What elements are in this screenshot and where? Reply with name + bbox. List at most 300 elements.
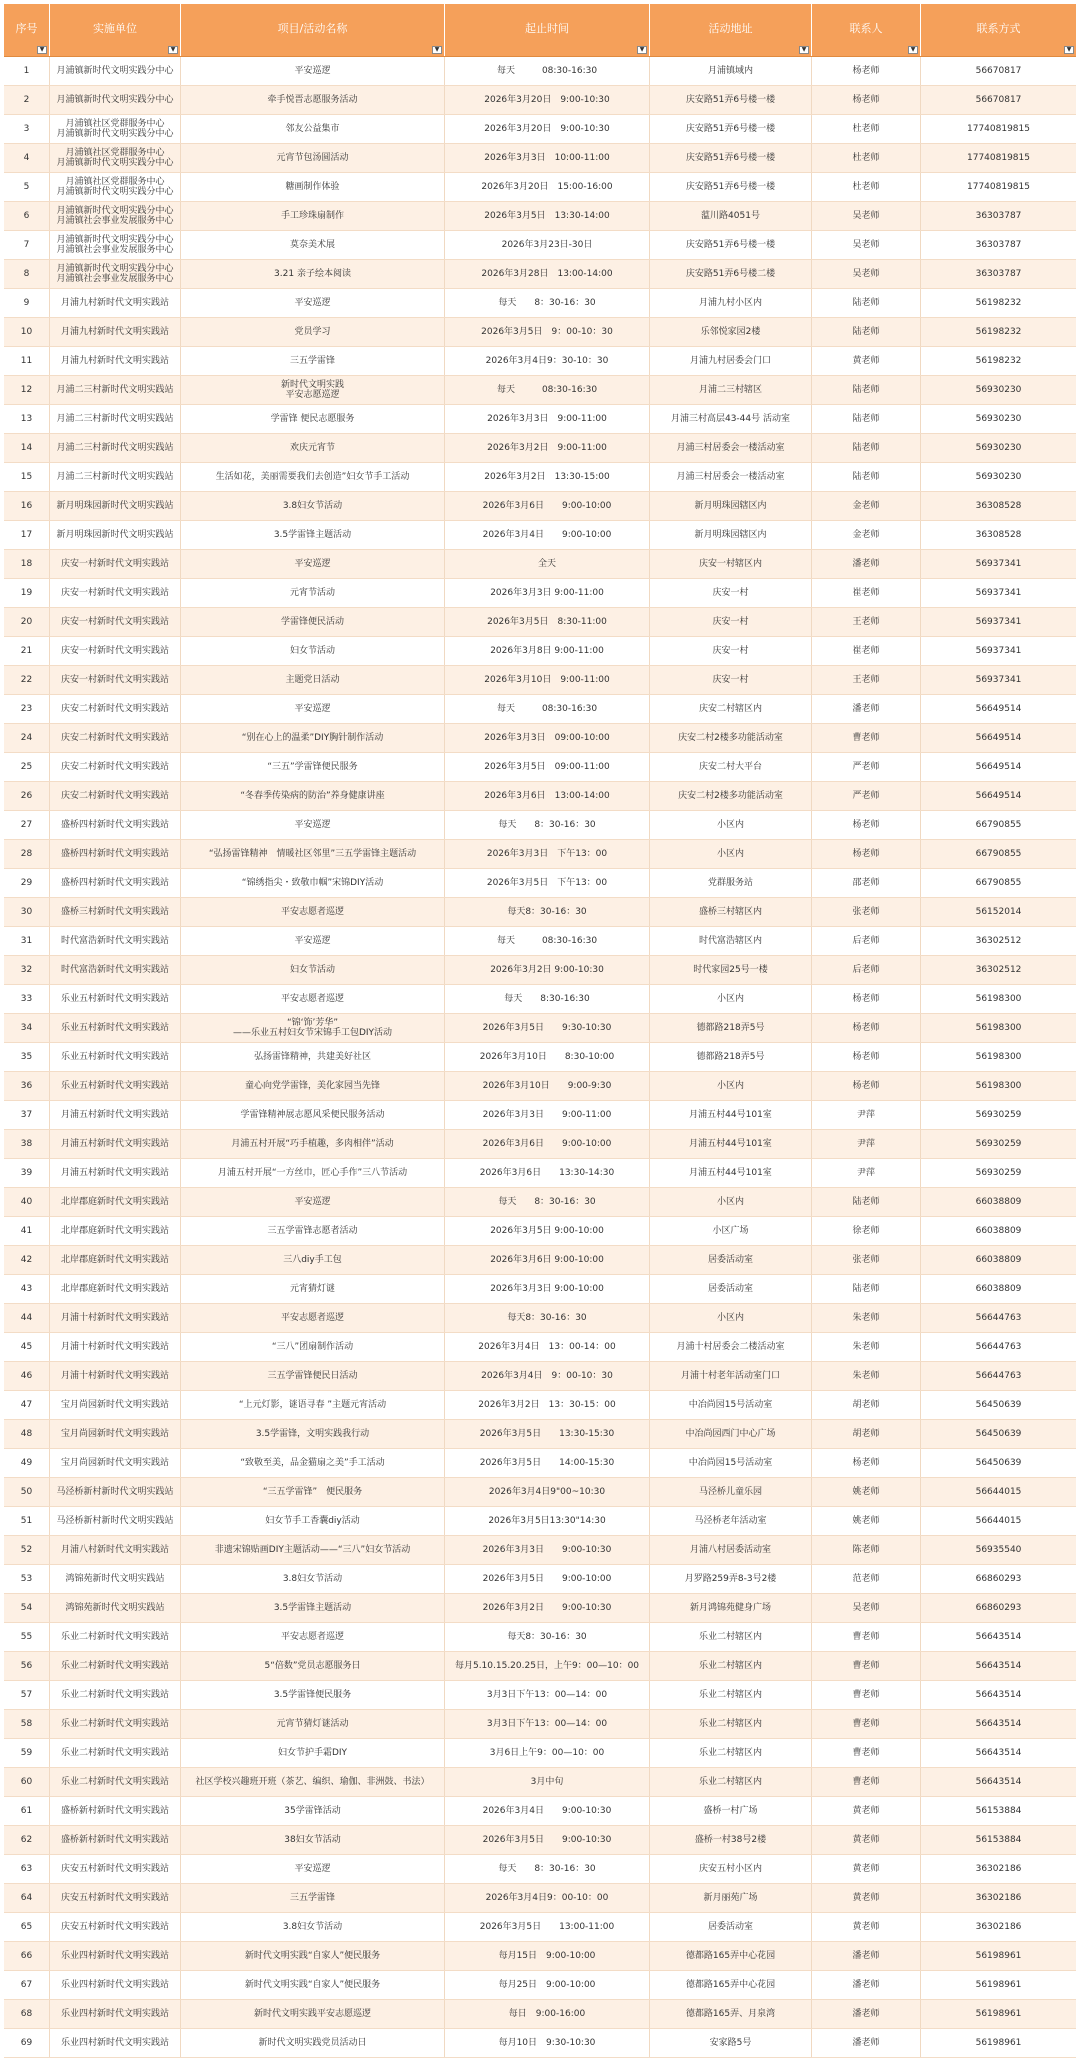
cell-phone[interactable]: 66790855 [975,877,1022,888]
cell-contact[interactable]: 吴老师 [812,202,921,230]
cell-phone[interactable]: 56198300 [975,993,1022,1004]
cell-seq[interactable]: 35 [4,1043,50,1071]
cell-activity[interactable]: 童心向党学雷锋，美化家园当先锋 [181,1072,445,1100]
cell-activity[interactable]: 38妇女节活动 [181,1826,445,1854]
cell-activity[interactable]: 35学雷锋活动 [181,1797,445,1825]
cell-activity[interactable]: “冬春季传染病的防治”养身健康讲座 [181,782,445,810]
cell-contact[interactable]: 曹老师 [812,1710,921,1738]
cell-contact[interactable]: 尹萍 [812,1130,921,1158]
cell-seq[interactable]: 22 [4,666,50,694]
cell-address[interactable]: 庆安二村辖区内 [650,695,812,723]
cell-unit[interactable]: 月浦五村新时代文明实践站 [50,1159,181,1187]
cell-phone[interactable]: 56935540 [975,1544,1022,1555]
cell-seq[interactable]: 48 [4,1420,50,1448]
cell-address[interactable]: 德都路218弄5号 [650,1043,812,1071]
cell-phone[interactable]: 36303787 [975,239,1022,250]
cell-address[interactable]: 德都路165弄、月泉湾 [650,2000,812,2028]
cell-contact[interactable]: 尹萍 [812,1159,921,1187]
cell-seq[interactable]: 21 [4,637,50,665]
cell-contact[interactable]: 王老师 [812,608,921,636]
cell-address[interactable]: 庆安路51弄6号楼一楼 [650,115,812,143]
cell-address[interactable]: 庆安路51弄6号楼一楼 [650,144,812,172]
cell-activity[interactable]: “三五学雷锋” 便民服务 [181,1478,445,1506]
cell-activity[interactable]: “上元灯影，谜语寻春 ”主题元宵活动 [181,1391,445,1419]
cell-seq[interactable]: 5 [4,173,50,201]
cell-unit[interactable]: 月浦镇新时代文明实践分中心 月浦镇社会事业发展服务中心 [50,202,181,230]
cell-phone[interactable]: 17740819815 [967,123,1030,134]
cell-contact[interactable]: 陆老师 [812,376,921,404]
cell-time[interactable]: 2026年3月5日 09:00-11:00 [445,753,650,781]
cell-activity[interactable]: 新时代文明实践党员活动日 [181,2029,445,2057]
cell-address[interactable]: 马泾桥老年活动室 [650,1507,812,1535]
cell-contact[interactable]: 黄老师 [812,347,921,375]
cell-seq[interactable]: 2 [4,86,50,114]
cell-address[interactable]: 新月丽苑广场 [650,1884,812,1912]
cell-contact[interactable]: 王老师 [812,666,921,694]
cell-phone[interactable]: 56644015 [975,1486,1022,1497]
cell-contact[interactable]: 潘老师 [812,1942,921,1970]
cell-time[interactable]: 2026年3月3日 9:00-11:00 [445,579,650,607]
cell-address[interactable]: 庆安路51弄6号楼一楼 [650,231,812,259]
cell-phone[interactable]: 56644763 [975,1370,1022,1381]
cell-contact[interactable]: 潘老师 [812,695,921,723]
cell-phone[interactable]: 56649514 [975,761,1022,772]
cell-activity[interactable]: 平安志愿者巡逻 [181,1623,445,1651]
cell-activity[interactable]: 3.5学雷锋主题活动 [181,1594,445,1622]
cell-unit[interactable]: 宝月尚园新时代文明实践站 [50,1391,181,1419]
cell-address[interactable]: 庆安路51弄6号楼二楼 [650,260,812,288]
cell-time[interactable]: 2026年3月28日 13:00-14:00 [445,260,650,288]
cell-time[interactable]: 2026年3月6日 9:00-10:00 [445,1246,650,1274]
filter-dropdown-icon[interactable]: ▼ [799,46,809,54]
cell-address[interactable]: 乐业二村辖区内 [650,1739,812,1767]
cell-contact[interactable]: 杨老师 [812,57,921,85]
cell-activity[interactable]: 月浦五村开展“巧手植趣，多肉相伴”活动 [181,1130,445,1158]
cell-seq[interactable]: 32 [4,956,50,984]
filter-dropdown-icon[interactable]: ▼ [637,46,647,54]
filter-dropdown-icon[interactable]: ▼ [432,46,442,54]
cell-phone[interactable]: 56450639 [975,1399,1022,1410]
cell-address[interactable]: 月浦十村老年活动室门口 [650,1362,812,1390]
cell-contact[interactable]: 杨老师 [812,985,921,1013]
cell-seq[interactable]: 61 [4,1797,50,1825]
cell-seq[interactable]: 11 [4,347,50,375]
cell-time[interactable]: 2026年3月10日 9:00-9:30 [445,1072,650,1100]
cell-seq[interactable]: 24 [4,724,50,752]
header-cell-unit[interactable] [50,4,181,56]
cell-seq[interactable]: 37 [4,1101,50,1129]
cell-unit[interactable]: 月浦九村新时代文明实践站 [50,289,181,317]
cell-address[interactable]: 时代富浩辖区内 [650,927,812,955]
cell-phone[interactable]: 56450639 [975,1457,1022,1468]
cell-unit[interactable]: 新月明珠园新时代文明实践站 [50,521,181,549]
cell-phone[interactable]: 56198300 [975,1022,1022,1033]
cell-address[interactable]: 小区内 [650,840,812,868]
cell-seq[interactable]: 58 [4,1710,50,1738]
cell-time[interactable]: 2026年3月20日 9:00-10:30 [445,86,650,114]
cell-contact[interactable]: 杨老师 [812,1072,921,1100]
cell-contact[interactable]: 崔老师 [812,637,921,665]
cell-phone[interactable]: 56152014 [975,906,1022,917]
cell-contact[interactable]: 吴老师 [812,1594,921,1622]
cell-unit[interactable]: 鸿锦苑新时代文明实践站 [50,1594,181,1622]
cell-address[interactable]: 庆安一村 [650,579,812,607]
cell-phone[interactable]: 56930230 [975,442,1022,453]
cell-contact[interactable]: 张老师 [812,1246,921,1274]
cell-phone[interactable]: 56198232 [975,355,1022,366]
cell-contact[interactable]: 朱老师 [812,1304,921,1332]
cell-seq[interactable]: 6 [4,202,50,230]
cell-contact[interactable]: 崔老师 [812,579,921,607]
cell-phone[interactable]: 66038809 [975,1254,1022,1265]
cell-activity[interactable]: 元宵节猜灯谜活动 [181,1710,445,1738]
cell-seq[interactable]: 26 [4,782,50,810]
cell-contact[interactable]: 徐老师 [812,1217,921,1245]
cell-contact[interactable]: 金老师 [812,492,921,520]
cell-address[interactable]: 庆安路51弄6号楼一楼 [650,86,812,114]
cell-activity[interactable]: 莫奈美术展 [181,231,445,259]
cell-time[interactable]: 2026年3月8日 9:00-11:00 [445,637,650,665]
cell-address[interactable]: 月浦三村居委会一楼活动室 [650,463,812,491]
cell-phone[interactable]: 56643514 [975,1660,1022,1671]
cell-activity[interactable]: “三五”学雷锋便民服务 [181,753,445,781]
cell-time[interactable]: 2026年3月4日 13：00-14：00 [445,1333,650,1361]
cell-unit[interactable]: 月浦二三村新时代文明实践站 [50,376,181,404]
cell-seq[interactable]: 55 [4,1623,50,1651]
cell-time[interactable]: 2026年3月6日 9:00-10:00 [445,1130,650,1158]
cell-unit[interactable]: 宝月尚园新时代文明实践站 [50,1420,181,1448]
cell-address[interactable]: 月浦三村高层43-44号 活动室 [650,405,812,433]
cell-contact[interactable]: 朱老师 [812,1333,921,1361]
cell-time[interactable]: 2026年3月4日9：00-10：00 [445,1884,650,1912]
cell-seq[interactable]: 31 [4,927,50,955]
cell-contact[interactable]: 陆老师 [812,463,921,491]
cell-time[interactable]: 2026年3月2日 9:00-10:30 [445,1594,650,1622]
cell-contact[interactable]: 潘老师 [812,550,921,578]
cell-contact[interactable]: 黄老师 [812,1855,921,1883]
cell-activity[interactable]: 党员学习 [181,318,445,346]
cell-unit[interactable]: 月浦九村新时代文明实践站 [50,318,181,346]
cell-address[interactable]: 中冶尚园15号活动室 [650,1391,812,1419]
cell-address[interactable]: 盛桥一村广场 [650,1797,812,1825]
cell-phone[interactable]: 66860293 [975,1602,1022,1613]
cell-time[interactable]: 每天 08:30-16:30 [445,927,650,955]
cell-activity[interactable]: 平安巡逻 [181,695,445,723]
cell-phone[interactable]: 56198961 [975,1979,1022,1990]
cell-address[interactable]: 德都路165弄中心花园 [650,1971,812,1999]
cell-time[interactable]: 2026年3月4日 9:00-10:00 [445,521,650,549]
cell-unit[interactable]: 乐业五村新时代文明实践站 [50,1014,181,1042]
cell-unit[interactable]: 时代富浩新时代文明实践站 [50,956,181,984]
cell-time[interactable]: 2026年3月6日 9:00-10:00 [445,492,650,520]
cell-unit[interactable]: 马泾桥新村新时代文明实践站 [50,1507,181,1535]
cell-unit[interactable]: 乐业二村新时代文明实践站 [50,1768,181,1796]
cell-unit[interactable]: 月浦镇新时代文明实践分中心 月浦镇社会事业发展服务中心 [50,260,181,288]
cell-unit[interactable]: 鸿锦苑新时代文明实践站 [50,1565,181,1593]
cell-phone[interactable]: 66038809 [975,1196,1022,1207]
cell-activity[interactable]: “别在心上的温柔”DIY胸针制作活动 [181,724,445,752]
cell-contact[interactable]: 朱老师 [812,1362,921,1390]
cell-address[interactable]: 党群服务站 [650,869,812,897]
cell-contact[interactable]: 陈老师 [812,1536,921,1564]
cell-address[interactable]: 蕰川路4051号 [650,202,812,230]
cell-phone[interactable]: 36302186 [975,1921,1022,1932]
cell-phone[interactable]: 66860293 [975,1573,1022,1584]
cell-phone[interactable]: 17740819815 [967,152,1030,163]
cell-time[interactable]: 2026年3月3日 9:00-10:00 [445,1275,650,1303]
cell-time[interactable]: 2026年3月3日 9:00-11:00 [445,405,650,433]
cell-phone[interactable]: 56644763 [975,1341,1022,1352]
cell-seq[interactable]: 7 [4,231,50,259]
cell-activity[interactable]: 邻友公益集市 [181,115,445,143]
cell-time[interactable]: 3月中旬 [445,1768,650,1796]
cell-phone[interactable]: 56643514 [975,1718,1022,1729]
cell-time[interactable]: 2026年3月2日 9:00-10:30 [445,956,650,984]
cell-time[interactable]: 每天 8：30-16：30 [445,289,650,317]
cell-contact[interactable]: 黄老师 [812,1884,921,1912]
cell-contact[interactable]: 金老师 [812,521,921,549]
cell-address[interactable]: 庆安五村小区内 [650,1855,812,1883]
cell-address[interactable]: 庆安二村2楼多功能活动室 [650,782,812,810]
cell-address[interactable]: 月浦九村小区内 [650,289,812,317]
cell-time[interactable]: 每天8：30-16：30 [445,1623,650,1651]
cell-seq[interactable]: 45 [4,1333,50,1361]
cell-time[interactable]: 每天 08:30-16:30 [445,376,650,404]
cell-unit[interactable]: 月浦镇社区党群服务中心 月浦镇新时代文明实践分中心 [50,173,181,201]
cell-activity[interactable]: 学雷锋 便民志愿服务 [181,405,445,433]
cell-seq[interactable]: 64 [4,1884,50,1912]
cell-address[interactable]: 月罗路259弄8-3号2楼 [650,1565,812,1593]
cell-address[interactable]: 月浦三村居委会一楼活动室 [650,434,812,462]
cell-activity[interactable]: 主题党日活动 [181,666,445,694]
cell-seq[interactable]: 30 [4,898,50,926]
cell-seq[interactable]: 19 [4,579,50,607]
cell-contact[interactable]: 张老师 [812,898,921,926]
cell-time[interactable]: 2026年3月4日 9:00-10:30 [445,1797,650,1825]
cell-unit[interactable]: 乐业四村新时代文明实践站 [50,2000,181,2028]
cell-address[interactable]: 月浦五村44号101室 [650,1101,812,1129]
cell-time[interactable]: 2026年3月5日 9:30-10:30 [445,1014,650,1042]
cell-time[interactable]: 2026年3月23日-30日 [445,231,650,259]
cell-seq[interactable]: 57 [4,1681,50,1709]
cell-address[interactable]: 乐业二村辖区内 [650,1768,812,1796]
cell-time[interactable]: 全天 [445,550,650,578]
cell-phone[interactable]: 56643514 [975,1631,1022,1642]
cell-address[interactable]: 月浦镇域内 [650,57,812,85]
cell-unit[interactable]: 庆安一村新时代文明实践站 [50,579,181,607]
cell-address[interactable]: 庆安一村 [650,637,812,665]
cell-activity[interactable]: 妇女节手工香囊diy活动 [181,1507,445,1535]
cell-phone[interactable]: 56930230 [975,384,1022,395]
cell-unit[interactable]: 盛桥新村新时代文明实践站 [50,1826,181,1854]
cell-time[interactable]: 2026年3月6日 13:30-14:30 [445,1159,650,1187]
cell-activity[interactable]: 平安志愿者巡逻 [181,898,445,926]
cell-phone[interactable]: 66038809 [975,1225,1022,1236]
cell-time[interactable]: 2026年3月20日 9:00-10:30 [445,115,650,143]
cell-contact[interactable]: 陆老师 [812,318,921,346]
cell-seq[interactable]: 43 [4,1275,50,1303]
cell-phone[interactable]: 56649514 [975,703,1022,714]
cell-unit[interactable]: 北岸郡庭新时代文明实践站 [50,1246,181,1274]
cell-phone[interactable]: 36302512 [975,964,1022,975]
header-cell-phone[interactable] [921,4,1076,56]
cell-contact[interactable]: 姚老师 [812,1507,921,1535]
cell-time[interactable]: 2026年3月5日 13:30-14:00 [445,202,650,230]
cell-time[interactable]: 每月10日 9:30-10:30 [445,2029,650,2057]
cell-unit[interactable]: 月浦二三村新时代文明实践站 [50,463,181,491]
cell-address[interactable]: 中冶尚园15号活动室 [650,1449,812,1477]
cell-unit[interactable]: 庆安五村新时代文明实践站 [50,1913,181,1941]
cell-address[interactable]: 新月明珠园辖区内 [650,492,812,520]
cell-activity[interactable]: 新时代文明实践“自家人”便民服务 [181,1942,445,1970]
cell-unit[interactable]: 庆安一村新时代文明实践站 [50,550,181,578]
cell-unit[interactable]: 月浦十村新时代文明实践站 [50,1362,181,1390]
cell-seq[interactable]: 49 [4,1449,50,1477]
cell-unit[interactable]: 乐业二村新时代文明实践站 [50,1710,181,1738]
cell-address[interactable]: 小区广场 [650,1217,812,1245]
cell-address[interactable]: 新月鸿锦苑健身广场 [650,1594,812,1622]
cell-phone[interactable]: 36302512 [975,935,1022,946]
cell-seq[interactable]: 60 [4,1768,50,1796]
filter-dropdown-icon[interactable]: ▼ [168,46,178,54]
cell-phone[interactable]: 56198961 [975,2008,1022,2019]
cell-unit[interactable]: 庆安二村新时代文明实践站 [50,753,181,781]
cell-phone[interactable]: 56937341 [975,674,1022,685]
cell-seq[interactable]: 68 [4,2000,50,2028]
cell-unit[interactable]: 月浦镇新时代文明实践分中心 月浦镇社会事业发展服务中心 [50,231,181,259]
cell-unit[interactable]: 乐业二村新时代文明实践站 [50,1623,181,1651]
cell-unit[interactable]: 时代富浩新时代文明实践站 [50,927,181,955]
cell-unit[interactable]: 庆安一村新时代文明实践站 [50,666,181,694]
cell-seq[interactable]: 25 [4,753,50,781]
cell-unit[interactable]: 月浦镇社区党群服务中心 月浦镇新时代文明实践分中心 [50,144,181,172]
cell-seq[interactable]: 41 [4,1217,50,1245]
cell-unit[interactable]: 月浦八村新时代文明实践站 [50,1536,181,1564]
cell-phone[interactable]: 56930259 [975,1138,1022,1149]
cell-activity[interactable]: 元宵节活动 [181,579,445,607]
cell-seq[interactable]: 44 [4,1304,50,1332]
header-cell-time[interactable] [445,4,650,56]
cell-phone[interactable]: 66038809 [975,1283,1022,1294]
cell-time[interactable]: 2026年3月20日 15:00-16:00 [445,173,650,201]
cell-activity[interactable]: 非遗宋锦贴画DIY主题活动——“三八”妇女节活动 [181,1536,445,1564]
cell-time[interactable]: 2026年3月5日 14:00-15:30 [445,1449,650,1477]
cell-activity[interactable]: 元宵节包汤圆活动 [181,144,445,172]
cell-phone[interactable]: 56450639 [975,1428,1022,1439]
cell-address[interactable]: 乐业二村辖区内 [650,1710,812,1738]
cell-unit[interactable]: 乐业二村新时代文明实践站 [50,1681,181,1709]
cell-contact[interactable]: 陆老师 [812,1188,921,1216]
cell-phone[interactable]: 56930230 [975,471,1022,482]
cell-contact[interactable]: 严老师 [812,782,921,810]
cell-activity[interactable]: 3.5学雷锋便民服务 [181,1681,445,1709]
cell-phone[interactable]: 56198961 [975,2037,1022,2048]
cell-phone[interactable]: 56643514 [975,1747,1022,1758]
cell-contact[interactable]: 曹老师 [812,1739,921,1767]
cell-address[interactable]: 小区内 [650,1072,812,1100]
cell-activity[interactable]: 糖画制作体验 [181,173,445,201]
cell-address[interactable]: 庆安路51弄6号楼一楼 [650,173,812,201]
filter-dropdown-icon[interactable]: ▼ [37,46,47,54]
cell-activity[interactable]: 妇女节护手霜DIY [181,1739,445,1767]
cell-seq[interactable]: 1 [4,57,50,85]
cell-time[interactable]: 2026年3月3日 09:00-10:00 [445,724,650,752]
cell-seq[interactable]: 4 [4,144,50,172]
cell-seq[interactable]: 23 [4,695,50,723]
cell-seq[interactable]: 12 [4,376,50,404]
cell-address[interactable]: 乐业二村辖区内 [650,1652,812,1680]
cell-time[interactable]: 2026年3月3日 9:00-10:30 [445,1536,650,1564]
cell-seq[interactable]: 28 [4,840,50,868]
cell-contact[interactable]: 陆老师 [812,434,921,462]
cell-time[interactable]: 2026年3月3日 10:00-11:00 [445,144,650,172]
cell-seq[interactable]: 39 [4,1159,50,1187]
cell-activity[interactable]: 3.8妇女节活动 [181,1913,445,1941]
cell-contact[interactable]: 曹老师 [812,1681,921,1709]
cell-seq[interactable]: 14 [4,434,50,462]
cell-unit[interactable]: 乐业二村新时代文明实践站 [50,1652,181,1680]
cell-contact[interactable]: 杨老师 [812,1449,921,1477]
cell-activity[interactable]: 妇女节活动 [181,956,445,984]
cell-time[interactable]: 2026年3月5日 下午13：00 [445,869,650,897]
cell-seq[interactable]: 34 [4,1014,50,1042]
filter-dropdown-icon[interactable]: ▼ [908,46,918,54]
cell-time[interactable]: 2026年3月10日 8:30-10:00 [445,1043,650,1071]
cell-unit[interactable]: 盛桥四村新时代文明实践站 [50,811,181,839]
cell-seq[interactable]: 29 [4,869,50,897]
cell-time[interactable]: 2026年3月5日 9：00-10：30 [445,318,650,346]
cell-unit[interactable]: 庆安五村新时代文明实践站 [50,1855,181,1883]
cell-time[interactable]: 2026年3月4日9：30-10：30 [445,347,650,375]
cell-time[interactable]: 2026年3月3日 9:00-11:00 [445,1101,650,1129]
cell-unit[interactable]: 月浦五村新时代文明实践站 [50,1130,181,1158]
cell-address[interactable]: 时代家园25号一楼 [650,956,812,984]
cell-contact[interactable]: 吴老师 [812,260,921,288]
cell-contact[interactable]: 邵老师 [812,869,921,897]
cell-time[interactable]: 2026年3月5日 9:00-10:00 [445,1217,650,1245]
cell-activity[interactable]: 牵手悦晋志愿服务活动 [181,86,445,114]
cell-unit[interactable]: 乐业五村新时代文明实践站 [50,985,181,1013]
cell-contact[interactable]: 黄老师 [812,1826,921,1854]
cell-unit[interactable]: 新月明珠园新时代文明实践站 [50,492,181,520]
cell-phone[interactable]: 56644763 [975,1312,1022,1323]
cell-time[interactable]: 2026年3月2日 13:30-15:00 [445,463,650,491]
cell-seq[interactable]: 53 [4,1565,50,1593]
cell-seq[interactable]: 33 [4,985,50,1013]
cell-activity[interactable]: “致敬至美，品金猫扇之美”手工活动 [181,1449,445,1477]
cell-unit[interactable]: 盛桥新村新时代文明实践站 [50,1797,181,1825]
header-cell-contact[interactable] [812,4,921,56]
cell-address[interactable]: 月浦五村44号101室 [650,1159,812,1187]
cell-contact[interactable]: 严老师 [812,753,921,781]
cell-activity[interactable]: 平安巡逻 [181,811,445,839]
cell-contact[interactable]: 陆老师 [812,405,921,433]
cell-address[interactable]: 安家路5号 [650,2029,812,2057]
cell-unit[interactable]: 乐业四村新时代文明实践站 [50,1971,181,1999]
cell-unit[interactable]: 月浦十村新时代文明实践站 [50,1333,181,1361]
cell-time[interactable]: 3月3日下午13：00—14：00 [445,1681,650,1709]
cell-phone[interactable]: 56643514 [975,1776,1022,1787]
cell-time[interactable]: 2026年3月4日9"00~10:30 [445,1478,650,1506]
cell-activity[interactable]: 平安志愿者巡逻 [181,985,445,1013]
cell-address[interactable]: 月浦十村居委会二楼活动室 [650,1333,812,1361]
cell-seq[interactable]: 18 [4,550,50,578]
cell-unit[interactable]: 庆安二村新时代文明实践站 [50,782,181,810]
cell-phone[interactable]: 56930259 [975,1109,1022,1120]
cell-time[interactable]: 2026年3月5日13:30"14:30 [445,1507,650,1535]
cell-seq[interactable]: 8 [4,260,50,288]
cell-phone[interactable]: 56153884 [975,1834,1022,1845]
